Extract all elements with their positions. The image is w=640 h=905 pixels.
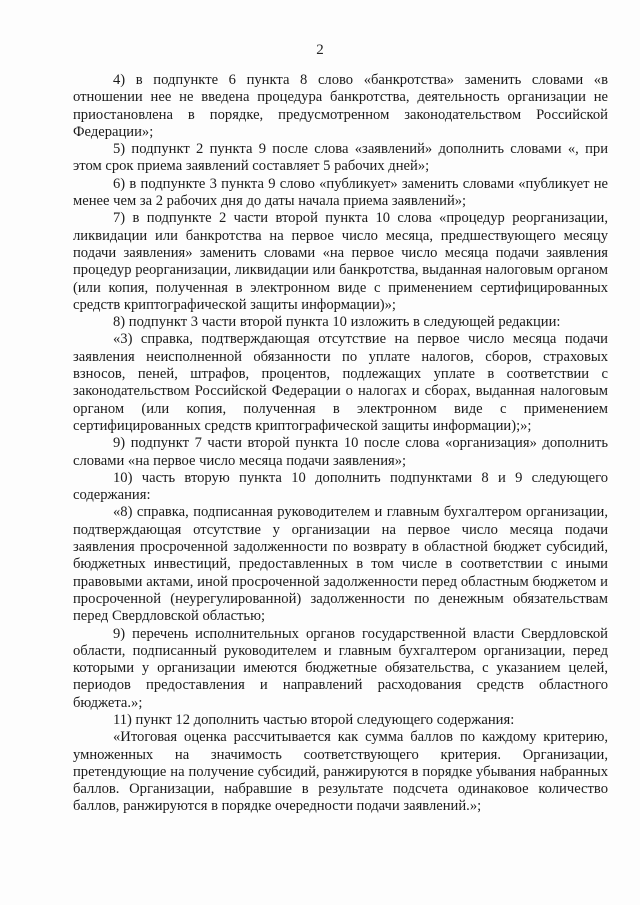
paragraph-quote-8: «8) справка, подписанная руководителем и главным бухгалтером организации, подтверждающая отсутствие у организации на первое число месяца подачи заявления просроченной задолженности по возврату в областной бюджет субсидий, бюджетных инвестиций, предоставленных в том числе в соответствии с иными правовыми актами, иной просроченной задолженности перед областным бюджетом и просроченной (неурегулированной) задолженности по денежным обязательствам перед Свердловской областью;	[73, 504, 608, 625]
paragraph-item-6: 6) в подпункте 3 пункта 9 слово «публикует» заменить словами «публикует не менее чем за 2 рабочих дня до даты начала приема заявлений»;	[73, 175, 608, 210]
paragraph-item-5: 5) подпункт 2 пункта 9 после слова «заявлений» дополнить словами «, при этом срок приема заявлений составляет 5 рабочих дней»;	[73, 141, 608, 175]
document-body	[73, 72, 608, 816]
paragraph-quote-3: «3) справка, подтверждающая отсутствие на первое число месяца подачи заявления неисполненной обязанности по уплате налогов, сборов, страховых взносов, пеней, штрафов, процентов, подлежащих уплате в соответствии с законодательством Российской Федерации о налогах и сборах, выданная налоговым органом (или копия, полученная в электронном виде с применением сертифицированных средств криптографической защиты информации);»;	[73, 331, 608, 434]
paragraph-item-4: 4) в подпункте 6 пункта 8 слово «банкротства» заменить словами «в отношении нее не введена процедура банкротства, деятельность организации не приостановлена в порядке, предусмотренном законодательством Российской Федерации»;	[73, 72, 608, 140]
paragraph-quote-final: «Итоговая оценка рассчитывается как сумма баллов по каждому критерию, умноженных на значимость соответствующего критерия. Организации, претендующие на получение субсидий, ранжируются в порядке убывания набранных баллов. Организации, набравшие в результате подсчета одинаковое количество баллов, ранжируются в порядке очередности подачи заявлений.»;	[73, 729, 608, 815]
paragraph-quote-9: 9) перечень исполнительных органов государственной власти Свердловской области, подписанный руководителем и главным бухгалтером организации, перед которыми у организации имеются бюджетные обязательства, с указанием целей, периодов предоставления и направлений расходования средств областного бюджета.»;	[73, 625, 608, 711]
page-number: 2	[316, 42, 324, 58]
paragraph-item-9: 9) подпункт 7 части второй пункта 10 после слова «организация» дополнить словами «на первое число месяца подачи заявления»;	[73, 435, 608, 469]
paragraph-item-8: 8) подпункт 3 части второй пункта 10 изложить в следующей редакции:	[113, 314, 561, 331]
paragraph-item-7: 7) в подпункте 2 части второй пункта 10 слова «процедур реорганизации, ликвидации или банкротства на первое число месяца, предшествующего месяцу подачи заявления» заменить словами «на первое число месяца подачи заявления процедур реорганизации, ликвидации или банкротства, выданная налоговым органом (или копия, полученная в электронном виде с применением сертифицированных средств криптографической защиты информации)»;	[73, 210, 608, 313]
paragraph-item-10: 10) часть вторую пункта 10 дополнить подпунктами 8 и 9 следующего содержания:	[73, 469, 608, 504]
paragraph-item-11: 11) пункт 12 дополнить частью второй следующего содержания:	[113, 711, 515, 728]
